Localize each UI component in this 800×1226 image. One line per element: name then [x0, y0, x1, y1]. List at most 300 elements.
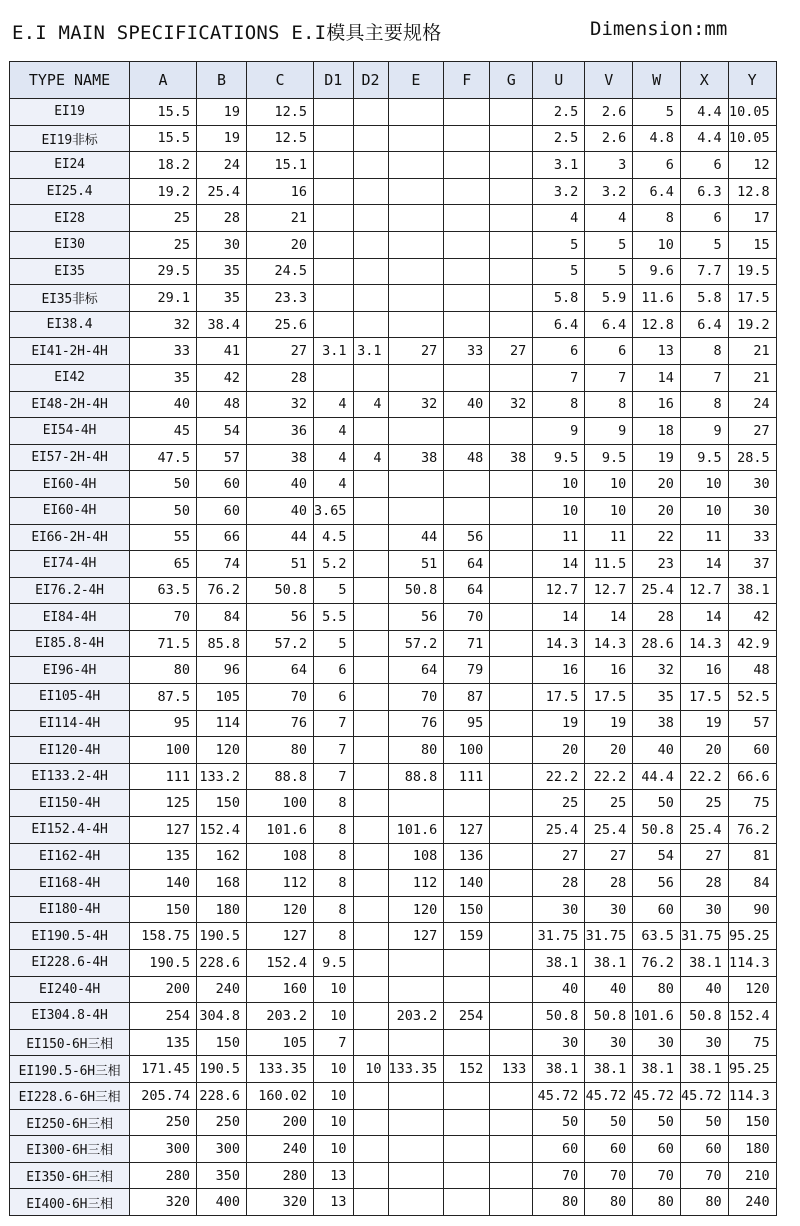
value-cell: 9	[585, 418, 633, 445]
value-cell: 7	[314, 710, 354, 737]
value-cell: 38.1	[728, 577, 776, 604]
type-name-cell: EI228.6-6H三相	[10, 1082, 130, 1109]
value-cell: 30	[728, 471, 776, 498]
value-cell	[353, 125, 388, 152]
value-cell: 63.5	[633, 923, 681, 950]
value-cell	[490, 1136, 533, 1163]
value-cell: 240	[728, 1189, 776, 1216]
type-name-cell: EI85.8-4H	[10, 630, 130, 657]
type-name-cell: EI114-4H	[10, 710, 130, 737]
value-cell: 76.2	[633, 950, 681, 977]
value-cell	[444, 1162, 490, 1189]
value-cell: 27	[680, 843, 728, 870]
value-cell: 21	[247, 205, 314, 232]
value-cell: 108	[247, 843, 314, 870]
value-cell: 9.5	[585, 444, 633, 471]
value-cell	[490, 1189, 533, 1216]
value-cell: 4.4	[680, 125, 728, 152]
value-cell: 14	[680, 604, 728, 631]
value-cell: 180	[197, 896, 247, 923]
value-cell: 12.7	[533, 577, 585, 604]
value-cell: 30	[633, 1029, 681, 1056]
value-cell: 45	[130, 418, 197, 445]
value-cell	[388, 1029, 444, 1056]
value-cell: 10	[314, 1082, 354, 1109]
value-cell: 11	[585, 524, 633, 551]
table-row	[10, 843, 777, 870]
value-cell: 45.72	[533, 1082, 585, 1109]
value-cell: 24.5	[247, 258, 314, 285]
value-cell: 64	[444, 551, 490, 578]
value-cell: 33	[130, 338, 197, 365]
value-cell: 5	[314, 577, 354, 604]
value-cell: 2.5	[533, 99, 585, 126]
value-cell: 35	[633, 684, 681, 711]
value-cell: 205.74	[130, 1082, 197, 1109]
value-cell: 56	[388, 604, 444, 631]
table-row	[10, 311, 777, 338]
value-cell: 4	[353, 444, 388, 471]
value-cell: 350	[197, 1162, 247, 1189]
value-cell	[388, 99, 444, 126]
value-cell: 54	[633, 843, 681, 870]
value-cell	[353, 1162, 388, 1189]
value-cell: 70	[633, 1162, 681, 1189]
value-cell	[490, 790, 533, 817]
value-cell: 2.6	[585, 99, 633, 126]
value-cell: 38	[633, 710, 681, 737]
table-row	[10, 923, 777, 950]
value-cell: 5.8	[680, 285, 728, 312]
value-cell	[353, 657, 388, 684]
value-cell: 87.5	[130, 684, 197, 711]
value-cell: 5	[314, 630, 354, 657]
value-cell: 70	[388, 684, 444, 711]
table-row	[10, 604, 777, 631]
value-cell: 4	[314, 471, 354, 498]
value-cell: 57	[728, 710, 776, 737]
title-row	[0, 18, 800, 54]
value-cell: 127	[388, 923, 444, 950]
value-cell: 23.3	[247, 285, 314, 312]
type-name-cell: EI35	[10, 258, 130, 285]
value-cell: 27	[247, 338, 314, 365]
value-cell: 108	[388, 843, 444, 870]
value-cell: 20	[247, 231, 314, 258]
type-name-cell: EI180-4H	[10, 896, 130, 923]
column-header: U	[533, 62, 585, 99]
value-cell: 24	[197, 152, 247, 179]
value-cell: 111	[444, 763, 490, 790]
value-cell: 19	[533, 710, 585, 737]
value-cell: 112	[388, 870, 444, 897]
value-cell	[388, 976, 444, 1003]
value-cell: 12.5	[247, 99, 314, 126]
value-cell: 133.35	[388, 1056, 444, 1083]
value-cell: 190.5	[130, 950, 197, 977]
value-cell: 19	[633, 444, 681, 471]
value-cell: 40	[247, 497, 314, 524]
value-cell	[388, 1109, 444, 1136]
table-row	[10, 231, 777, 258]
value-cell: 27	[533, 843, 585, 870]
value-cell: 75	[728, 1029, 776, 1056]
value-cell: 10	[314, 976, 354, 1003]
value-cell: 3.1	[533, 152, 585, 179]
value-cell	[353, 231, 388, 258]
value-cell	[444, 471, 490, 498]
table-row	[10, 99, 777, 126]
value-cell: 9	[680, 418, 728, 445]
value-cell: 41	[197, 338, 247, 365]
value-cell: 88.8	[247, 763, 314, 790]
value-cell: 12.5	[247, 125, 314, 152]
value-cell: 5	[585, 258, 633, 285]
table-row	[10, 976, 777, 1003]
value-cell: 4	[353, 391, 388, 418]
value-cell	[353, 1136, 388, 1163]
value-cell: 16	[680, 657, 728, 684]
value-cell	[353, 364, 388, 391]
type-name-cell: EI84-4H	[10, 604, 130, 631]
value-cell: 8	[314, 896, 354, 923]
table-row	[10, 471, 777, 498]
value-cell: 19	[585, 710, 633, 737]
type-name-cell: EI42	[10, 364, 130, 391]
value-cell: 19	[197, 125, 247, 152]
value-cell: 136	[444, 843, 490, 870]
value-cell	[353, 99, 388, 126]
value-cell: 4	[533, 205, 585, 232]
value-cell: 20	[680, 737, 728, 764]
value-cell: 11.6	[633, 285, 681, 312]
type-name-cell: EI105-4H	[10, 684, 130, 711]
value-cell	[353, 817, 388, 844]
value-cell	[388, 311, 444, 338]
value-cell: 254	[444, 1003, 490, 1030]
value-cell: 10.05	[728, 99, 776, 126]
value-cell: 7	[314, 1029, 354, 1056]
value-cell: 11.5	[585, 551, 633, 578]
value-cell: 3.1	[353, 338, 388, 365]
value-cell: 6	[314, 684, 354, 711]
type-name-cell: EI19非标	[10, 125, 130, 152]
table-row	[10, 497, 777, 524]
value-cell	[353, 604, 388, 631]
value-cell: 120	[728, 976, 776, 1003]
value-cell	[314, 258, 354, 285]
table-row	[10, 338, 777, 365]
value-cell: 33	[728, 524, 776, 551]
value-cell: 11	[680, 524, 728, 551]
value-cell: 150	[130, 896, 197, 923]
value-cell: 48	[197, 391, 247, 418]
value-cell: 18.2	[130, 152, 197, 179]
value-cell: 64	[388, 657, 444, 684]
value-cell: 228.6	[197, 1082, 247, 1109]
value-cell	[388, 205, 444, 232]
value-cell: 38	[247, 444, 314, 471]
type-name-cell: EI150-6H三相	[10, 1029, 130, 1056]
value-cell	[388, 1082, 444, 1109]
value-cell: 14	[633, 364, 681, 391]
value-cell: 101.6	[247, 817, 314, 844]
value-cell: 280	[247, 1162, 314, 1189]
value-cell	[444, 285, 490, 312]
value-cell: 36	[247, 418, 314, 445]
table-row	[10, 364, 777, 391]
table-row	[10, 524, 777, 551]
table-body	[10, 99, 777, 1216]
value-cell	[490, 657, 533, 684]
value-cell	[444, 497, 490, 524]
value-cell: 28.5	[728, 444, 776, 471]
value-cell	[444, 364, 490, 391]
value-cell: 135	[130, 1029, 197, 1056]
value-cell	[490, 99, 533, 126]
value-cell: 10	[353, 1056, 388, 1083]
value-cell: 25.4	[197, 178, 247, 205]
value-cell: 190.5	[197, 923, 247, 950]
value-cell: 60	[197, 471, 247, 498]
value-cell: 6.4	[585, 311, 633, 338]
value-cell	[490, 604, 533, 631]
value-cell	[353, 1029, 388, 1056]
value-cell: 42	[197, 364, 247, 391]
value-cell: 70	[585, 1162, 633, 1189]
value-cell: 80	[130, 657, 197, 684]
value-cell: 21	[728, 364, 776, 391]
value-cell: 13	[314, 1189, 354, 1216]
value-cell: 400	[197, 1189, 247, 1216]
value-cell: 40	[130, 391, 197, 418]
value-cell: 28	[533, 870, 585, 897]
value-cell	[388, 950, 444, 977]
value-cell: 6	[314, 657, 354, 684]
value-cell: 63.5	[130, 577, 197, 604]
value-cell: 4.4	[680, 99, 728, 126]
type-name-cell: EI48-2H-4H	[10, 391, 130, 418]
value-cell	[353, 976, 388, 1003]
value-cell: 10	[314, 1109, 354, 1136]
value-cell: 33	[444, 338, 490, 365]
value-cell	[353, 258, 388, 285]
value-cell	[490, 684, 533, 711]
value-cell	[353, 152, 388, 179]
value-cell: 5	[680, 231, 728, 258]
value-cell: 135	[130, 843, 197, 870]
value-cell: 8	[314, 923, 354, 950]
value-cell	[490, 843, 533, 870]
value-cell: 7	[314, 737, 354, 764]
value-cell: 10	[585, 497, 633, 524]
value-cell	[490, 1029, 533, 1056]
value-cell	[490, 364, 533, 391]
value-cell: 38.1	[680, 950, 728, 977]
value-cell: 80	[533, 1189, 585, 1216]
value-cell	[444, 1189, 490, 1216]
type-name-cell: EI41-2H-4H	[10, 338, 130, 365]
value-cell	[444, 178, 490, 205]
table-row	[10, 790, 777, 817]
value-cell	[353, 497, 388, 524]
value-cell	[490, 471, 533, 498]
value-cell: 65	[130, 551, 197, 578]
value-cell: 28	[197, 205, 247, 232]
value-cell: 140	[444, 870, 490, 897]
value-cell	[444, 1082, 490, 1109]
value-cell: 40	[247, 471, 314, 498]
value-cell: 16	[633, 391, 681, 418]
value-cell: 152.4	[728, 1003, 776, 1030]
type-name-cell: EI162-4H	[10, 843, 130, 870]
value-cell: 48	[444, 444, 490, 471]
value-cell: 6.4	[680, 311, 728, 338]
type-name-cell: EI350-6H三相	[10, 1162, 130, 1189]
value-cell: 70	[533, 1162, 585, 1189]
value-cell	[388, 790, 444, 817]
column-header: G	[490, 62, 533, 99]
value-cell: 81	[728, 843, 776, 870]
table-row	[10, 710, 777, 737]
value-cell: 105	[197, 684, 247, 711]
value-cell: 7	[533, 364, 585, 391]
column-header: Y	[728, 62, 776, 99]
value-cell: 120	[247, 896, 314, 923]
value-cell: 80	[633, 976, 681, 1003]
value-cell: 38.4	[197, 311, 247, 338]
value-cell: 7.7	[680, 258, 728, 285]
value-cell: 3	[585, 152, 633, 179]
value-cell: 64	[444, 577, 490, 604]
value-cell: 9.5	[680, 444, 728, 471]
value-cell: 60	[680, 1136, 728, 1163]
value-cell	[353, 684, 388, 711]
table-row	[10, 205, 777, 232]
value-cell: 25	[585, 790, 633, 817]
value-cell: 80	[388, 737, 444, 764]
value-cell	[353, 923, 388, 950]
value-cell: 66	[197, 524, 247, 551]
value-cell: 9.5	[533, 444, 585, 471]
value-cell: 5.5	[314, 604, 354, 631]
value-cell	[353, 1109, 388, 1136]
value-cell: 8	[314, 843, 354, 870]
value-cell: 9.6	[633, 258, 681, 285]
value-cell: 45.72	[585, 1082, 633, 1109]
value-cell: 31.75	[680, 923, 728, 950]
value-cell: 5.9	[585, 285, 633, 312]
value-cell: 76.2	[728, 817, 776, 844]
value-cell	[353, 1189, 388, 1216]
value-cell	[353, 950, 388, 977]
value-cell: 7	[585, 364, 633, 391]
value-cell: 100	[247, 790, 314, 817]
value-cell: 50	[130, 471, 197, 498]
value-cell: 127	[130, 817, 197, 844]
value-cell: 8	[680, 391, 728, 418]
table-row	[10, 418, 777, 445]
column-header: F	[444, 62, 490, 99]
type-name-cell: EI190.5-4H	[10, 923, 130, 950]
value-cell: 45.72	[680, 1082, 728, 1109]
value-cell: 40	[444, 391, 490, 418]
table-row	[10, 1162, 777, 1189]
value-cell	[353, 870, 388, 897]
type-name-cell: EI152.4-4H	[10, 817, 130, 844]
value-cell	[353, 790, 388, 817]
value-cell	[314, 125, 354, 152]
value-cell: 200	[130, 976, 197, 1003]
value-cell: 17.5	[585, 684, 633, 711]
value-cell	[353, 577, 388, 604]
column-header: W	[633, 62, 681, 99]
type-name-cell: EI54-4H	[10, 418, 130, 445]
value-cell	[388, 231, 444, 258]
value-cell: 133	[490, 1056, 533, 1083]
value-cell: 50	[633, 790, 681, 817]
value-cell: 10	[585, 471, 633, 498]
value-cell: 28	[247, 364, 314, 391]
value-cell	[444, 231, 490, 258]
value-cell	[490, 497, 533, 524]
spec-table	[9, 61, 777, 1216]
value-cell	[444, 99, 490, 126]
table-row	[10, 125, 777, 152]
value-cell	[388, 258, 444, 285]
value-cell	[388, 1136, 444, 1163]
value-cell: 210	[728, 1162, 776, 1189]
value-cell: 8	[314, 790, 354, 817]
value-cell: 19.2	[130, 178, 197, 205]
column-header: V	[585, 62, 633, 99]
value-cell: 28	[680, 870, 728, 897]
value-cell: 150	[197, 1029, 247, 1056]
type-name-cell: EI300-6H三相	[10, 1136, 130, 1163]
value-cell: 14	[533, 604, 585, 631]
value-cell: 6.4	[633, 178, 681, 205]
value-cell: 25	[130, 231, 197, 258]
value-cell: 105	[247, 1029, 314, 1056]
value-cell: 57	[197, 444, 247, 471]
value-cell: 10	[533, 471, 585, 498]
value-cell	[353, 710, 388, 737]
value-cell	[353, 524, 388, 551]
value-cell: 6	[585, 338, 633, 365]
value-cell: 17.5	[533, 684, 585, 711]
value-cell	[353, 1003, 388, 1030]
value-cell: 120	[197, 737, 247, 764]
dimension-unit: Dimension:mm	[590, 18, 728, 40]
value-cell: 12.8	[633, 311, 681, 338]
value-cell	[444, 205, 490, 232]
value-cell: 27	[490, 338, 533, 365]
value-cell: 29.5	[130, 258, 197, 285]
value-cell: 6.3	[680, 178, 728, 205]
value-cell: 20	[633, 497, 681, 524]
value-cell	[353, 843, 388, 870]
value-cell: 6.4	[533, 311, 585, 338]
value-cell: 60	[197, 497, 247, 524]
value-cell: 114.3	[728, 950, 776, 977]
value-cell	[353, 311, 388, 338]
type-name-cell: EI250-6H三相	[10, 1109, 130, 1136]
value-cell	[314, 364, 354, 391]
value-cell: 112	[247, 870, 314, 897]
value-cell: 44	[388, 524, 444, 551]
value-cell: 4.8	[633, 125, 681, 152]
value-cell: 15	[728, 231, 776, 258]
